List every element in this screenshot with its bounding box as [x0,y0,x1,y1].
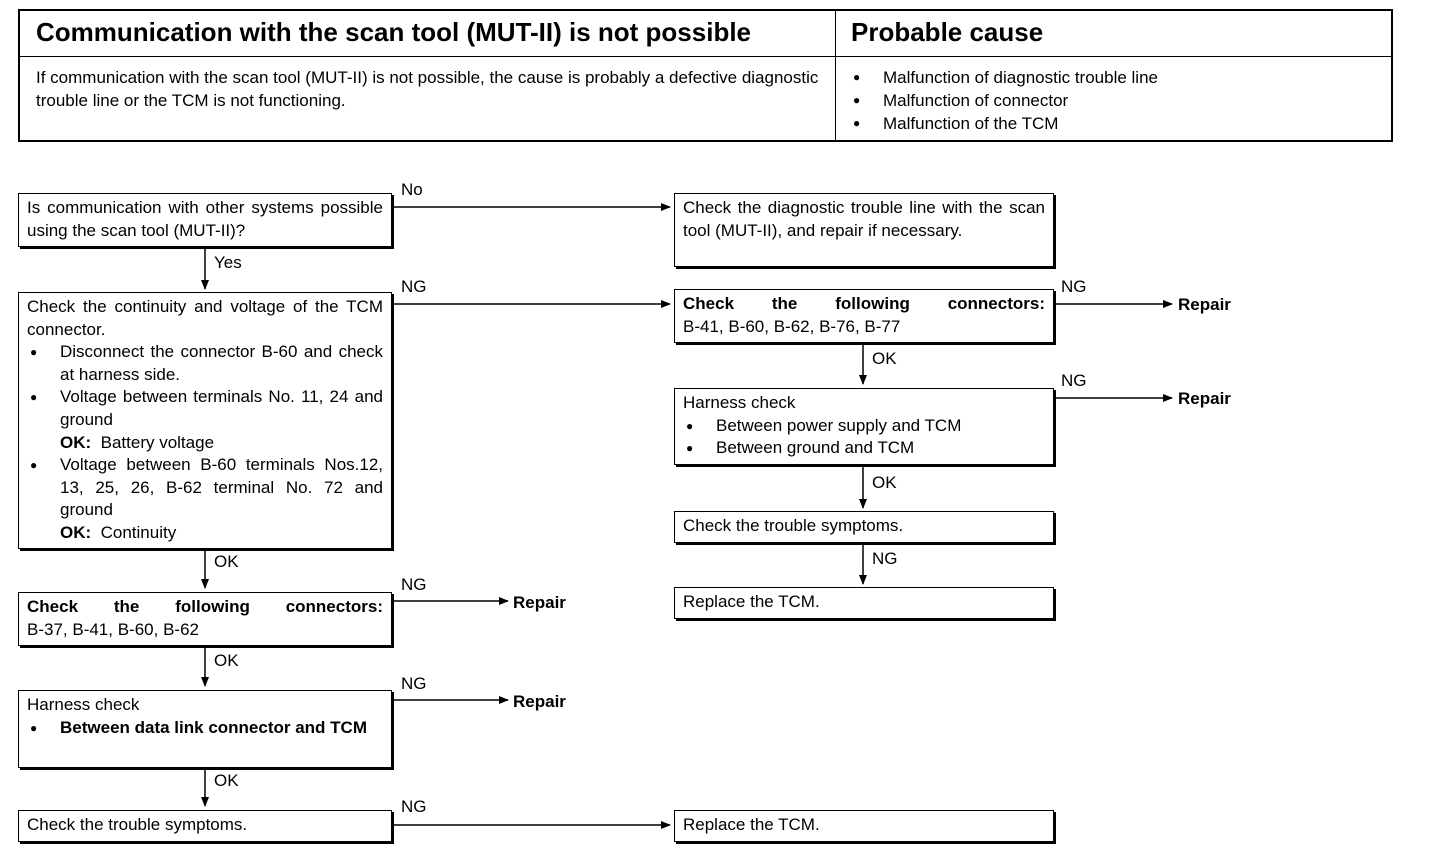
ok-label: OK: [60,432,92,452]
ok-criteria [27,522,383,545]
bullet-item: ● Disconnect the connector B-60 and check at harness side. [27,341,383,386]
step-text: Check the diagnostic trouble line with the scan tool (MUT-II), and repair if necessary. [683,198,1045,240]
branch-label-no: No [401,180,423,199]
step-intro: Check the continuity and voltage of the TCM connector. [27,297,383,339]
step-bullets [27,454,383,522]
cause-item: ● Malfunction of the TCM [851,112,1158,135]
step-replace-tcm-right [674,587,1054,619]
step-title: Check the following connectors: [683,294,1045,313]
step-check-connectors-b41 [674,289,1054,343]
cause-item: ● Malfunction of connector [851,89,1158,112]
step-bullets [683,415,1045,460]
step-text: Is communication with other systems possible using the scan tool (MUT-II)? [27,198,383,240]
step-harness-check-power [674,388,1054,465]
bullet-item: ● Voltage between B-60 terminals Nos.12, 13, 25, 26, B-62 terminal No. 72 and ground [27,454,383,522]
ok-value: Continuity [100,522,177,542]
step-check-trouble-symptoms-right [674,511,1054,543]
bullet-item: ● Between data link connector and TCM [27,717,383,740]
repair-outcome: Repair [513,593,566,612]
branch-label-ng: NG [401,277,427,296]
connector-list: B-41, B-60, B-62, B-76, B-77 [683,316,901,336]
repair-outcome: Repair [1178,389,1231,408]
step-text: Check the trouble symptoms. [683,516,904,535]
branch-label-ng: NG [872,549,898,568]
branch-label-ok: OK [872,473,897,492]
page-title: Communication with the scan tool (MUT-II) is not possible [36,17,752,47]
step-text: Replace the TCM. [683,592,820,611]
repair-outcome: Repair [513,692,566,711]
branch-label-ok: OK [872,349,897,368]
step-title: Harness check [27,695,140,714]
bullet-item: ● Between ground and TCM [683,437,1045,460]
branch-label-ng: NG [1061,371,1087,390]
cause-item: ● Malfunction of diagnostic trouble line [851,66,1158,89]
branch-label-ok: OK [214,651,239,670]
problem-description: If communication with the scan tool (MUT-II) is not possible, the cause is probably a defective diagnostic trouble line or the TCM is not functioning. [36,68,819,110]
step-bullets [27,341,383,431]
step-check-tcm-connector [18,292,392,549]
step-check-connectors-b37 [18,592,392,646]
step-text: Check the trouble symptoms. [27,815,248,834]
step-replace-tcm-bottom [674,810,1054,842]
step-title: Harness check [683,393,796,412]
bullet-text: Voltage between terminals No. 11, 24 and ground [60,387,383,429]
step-harness-check-data-link [18,690,392,768]
ok-criteria [27,432,383,455]
branch-label-ng: NG [401,674,427,693]
step-check-trouble-symptoms-left [18,810,392,842]
branch-label-ok: OK [214,552,239,571]
step-check-other-systems [18,193,392,247]
branch-label-ng: NG [401,797,427,816]
branch-label-ng: NG [1061,277,1087,296]
probable-cause-title: Probable cause [851,17,1044,47]
bullet-item: ● Between power supply and TCM [683,415,1045,438]
ok-value: Battery voltage [100,432,215,452]
step-title: Check the following connectors: [27,597,383,616]
step-bullets [27,717,383,740]
step-check-diagnostic-line [674,193,1054,267]
step-text: Replace the TCM. [683,815,820,834]
ok-label: OK: [60,522,92,542]
branch-label-ng: NG [401,575,427,594]
connector-list: B-37, B-41, B-60, B-62 [27,619,199,639]
branch-label-yes: Yes [214,253,242,272]
bullet-item [27,386,383,431]
branch-label-ok: OK [214,771,239,790]
repair-outcome: Repair [1178,295,1231,314]
